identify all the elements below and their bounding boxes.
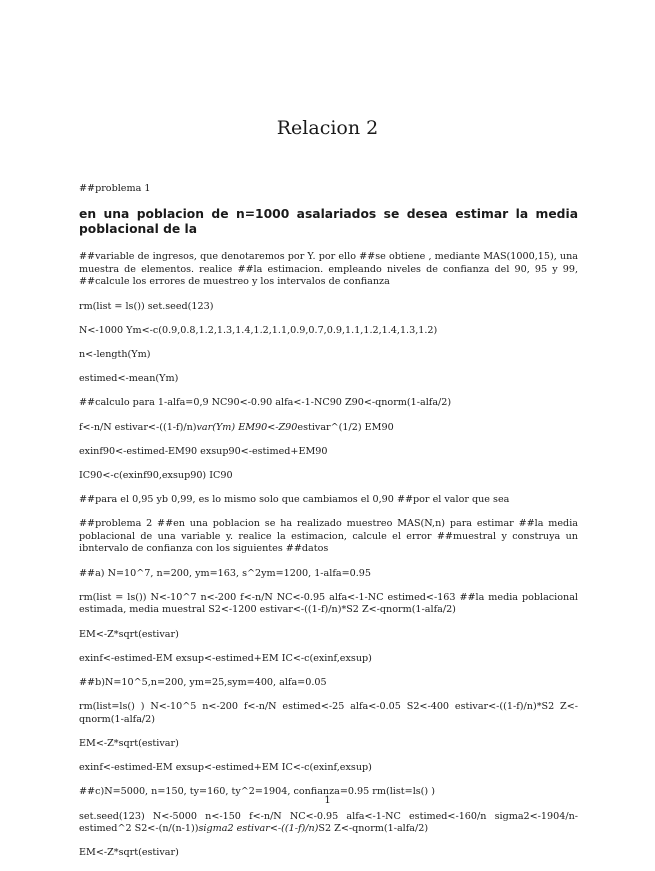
- text-paragraph: ##a) N=10^7, n=200, ym=163, s^2ym=1200, 1-alfa=0.95: [79, 567, 372, 579]
- text-run: set.seed(123) N<-5000 n<-150 f<-n/N NC<-0.95 alfa<-1-NC estimed<-160/n sigma2<-1904/n-estimed^2 S2<-(n/(n-1)): [79, 810, 578, 835]
- text-run: S2 Z<-qnorm(1-alfa/2): [318, 823, 429, 835]
- section-heading: en una poblacion de n=1000 asalariados se desea estimar la media poblacional de la: [79, 207, 578, 237]
- text-paragraph: EM<-Z*sqrt(estivar): [79, 847, 179, 859]
- text-paragraph: ##b)N=10^5,n=200, ym=25,sym=400, alfa=0.05: [79, 676, 327, 688]
- text-run: estivar^(1/2) EM90: [297, 421, 394, 433]
- text-paragraph: estimed<-mean(Ym): [79, 373, 179, 385]
- document-title: Relacion 2: [276, 117, 379, 139]
- document-body: [79, 183, 578, 871]
- text-paragraph: IC90<-c(exinf90,exsup90) IC90: [79, 469, 233, 481]
- text-paragraph: rm(list=ls() ) N<-10^5 n<-200 f<-n/N estimed<-25 alfa<-0.05 S2<-400 estivar<-((1-f)/n)*S2 Z<-qnorm(1-alfa/2): [79, 701, 578, 725]
- text-paragraph: ##calculo para 1-alfa=0,9 NC90<-0.90 alfa<-1-NC90 Z90<-qnorm(1-alfa/2): [79, 397, 452, 409]
- text-paragraph: [79, 422, 578, 435]
- text-paragraph: exinf<-estimed-EM exsup<-estimed+EM IC<-c(exinf,exsup): [79, 652, 372, 664]
- text-run: f<-n/N estivar<-((1-f)/n): [79, 421, 197, 433]
- text-paragraph: exinf90<-estimed-EM90 exsup90<-estimed+EM90: [79, 445, 328, 457]
- text-paragraph: EM<-Z*sqrt(estivar): [79, 737, 179, 749]
- page-number: 1: [324, 795, 331, 806]
- text-paragraph: EM<-Z*sqrt(estivar): [79, 628, 179, 640]
- text-paragraph: ##para el 0,95 yb 0,99, es lo mismo solo que cambiamos el 0,90 ##por el valor que sea: [79, 494, 510, 506]
- text-paragraph: ##problema 2 ##en una poblacion se ha realizado muestreo MAS(N,n) para estimar ##la media poblacional de una variable y. realice la estimacion, calcule el error ##muestral y construya un ibntervalo de confianza con los siguientes ##datos: [79, 518, 578, 555]
- text-paragraph: ##problema 1: [79, 183, 151, 194]
- text-paragraph: [79, 811, 578, 836]
- text-paragraph: rm(list = ls()) set.seed(123): [79, 300, 214, 312]
- italic-run: var(Ym) EM90<-Z90: [196, 421, 298, 433]
- text-paragraph: n<-length(Ym): [79, 348, 151, 360]
- text-paragraph: exinf<-estimed-EM exsup<-estimed+EM IC<-c(exinf,exsup): [79, 762, 372, 774]
- text-paragraph: ##variable de ingresos, que denotaremos por Y. por ello ##se obtiene , mediante MAS(1000,15), una muestra de elementos. realice ##la estimacion. empleando niveles de confianza del 90, 95 y 99, ##calcule los errores de muestreo y los intervalos de confianza: [79, 251, 578, 288]
- italic-run: sigma2 estivar<-((1-f)/n): [198, 823, 319, 835]
- text-paragraph: ##c)N=5000, n=150, ty=160, ty^2=1904, confianza=0.95 rm(list=ls() ): [79, 786, 435, 798]
- text-paragraph: N<-1000 Ym<-c(0.9,0.8,1.2,1.3,1.4,1.2,1.1,0.9,0.7,0.9,1.1,1.2,1.4,1.3,1.2): [79, 324, 438, 336]
- text-paragraph: rm(list = ls()) N<-10^7 n<-200 f<-n/N NC<-0.95 alfa<-1-NC estimed<-163 ##la media poblacional estimada, media muestral S2<-1200 estivar<-((1-f)/n)*S2 Z<-qnorm(1-alfa/2): [79, 591, 578, 616]
